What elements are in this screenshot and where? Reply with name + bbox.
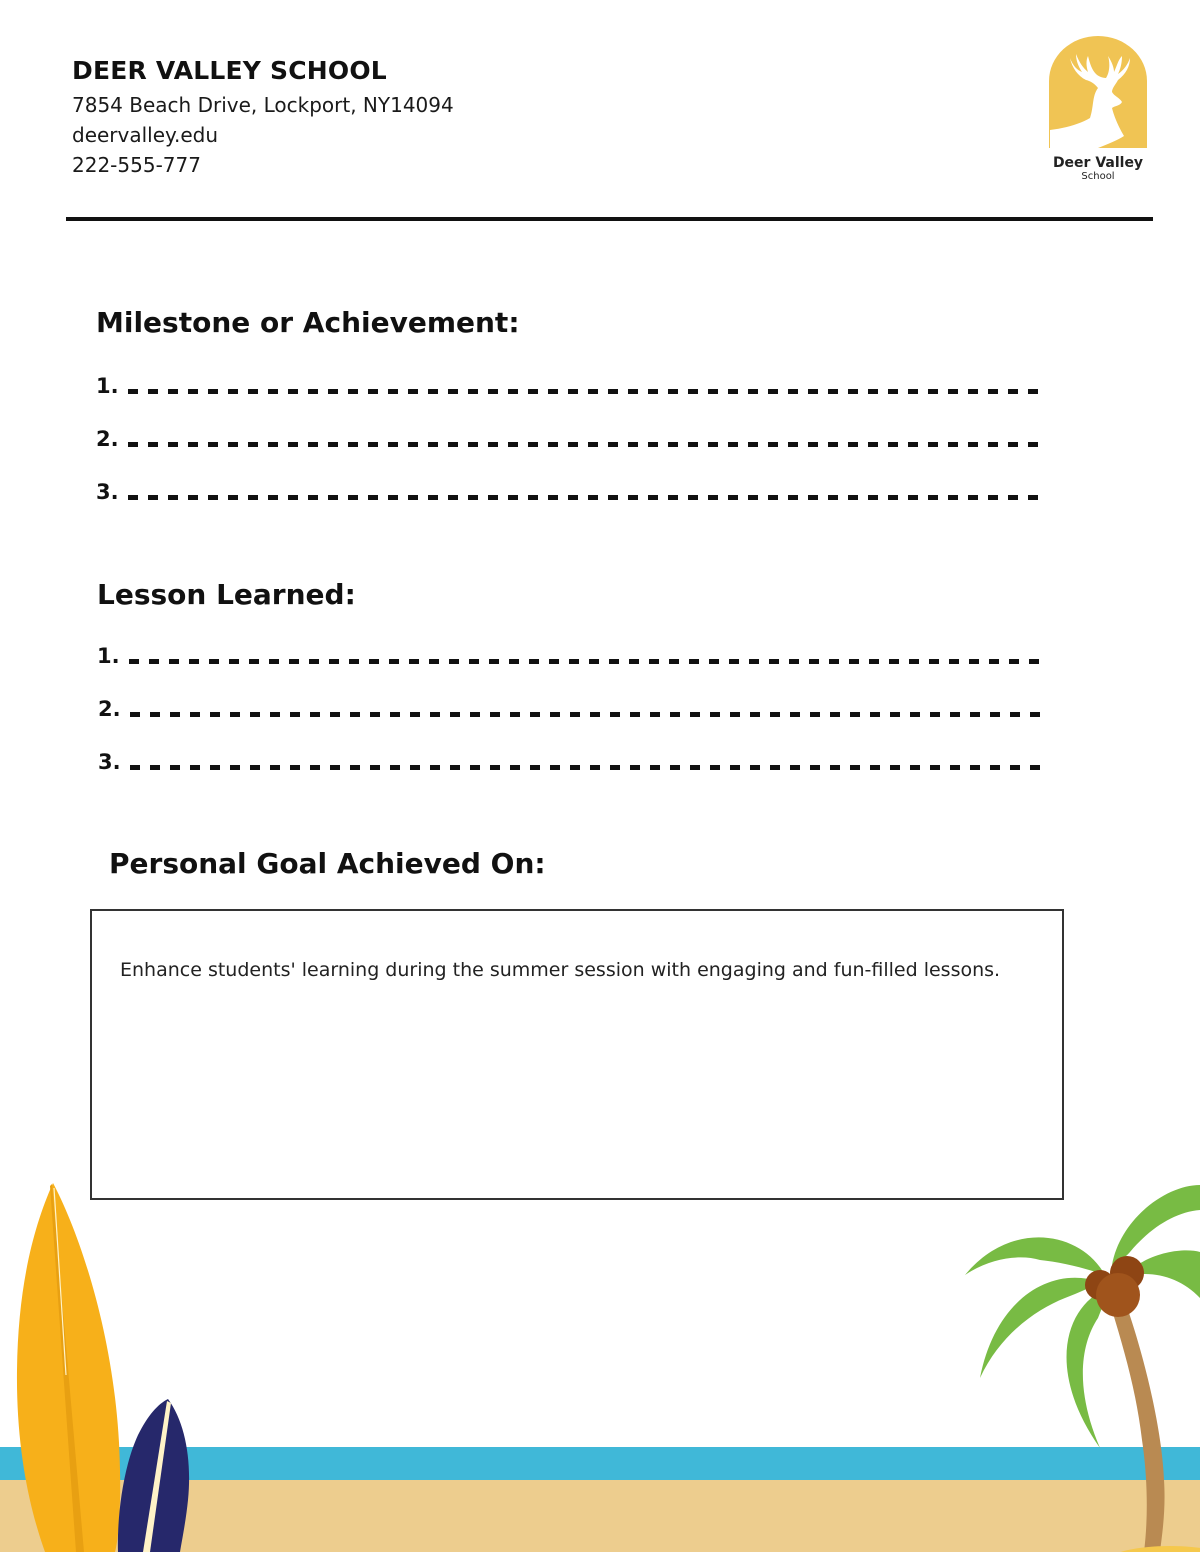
goal-title: Personal Goal Achieved On: — [109, 847, 546, 880]
header-divider — [66, 217, 1153, 221]
palm-tree-icon — [940, 1170, 1200, 1552]
dashed-blank — [130, 712, 1044, 717]
school-logo — [1042, 36, 1154, 186]
lesson-line-1[interactable] — [97, 644, 1043, 668]
school-phone: 222-555-777 — [72, 153, 201, 177]
school-name: DEER VALLEY SCHOOL — [72, 56, 387, 85]
line-number: 2. — [98, 697, 121, 721]
milestone-title: Milestone or Achievement: — [96, 306, 520, 339]
surfboards-icon — [0, 1170, 300, 1552]
line-number: 3. — [96, 480, 119, 504]
dashed-blank — [128, 389, 1042, 394]
lesson-line-3[interactable] — [98, 750, 1044, 774]
goal-text: Enhance students' learning during the summer session with engaging and fun-filled lessons. — [120, 959, 1001, 981]
line-number: 3. — [98, 750, 121, 774]
goal-text-box[interactable] — [90, 909, 1064, 1200]
line-number: 2. — [96, 427, 119, 451]
dashed-blank — [128, 442, 1042, 447]
deer-icon — [1042, 36, 1154, 186]
lesson-title: Lesson Learned: — [97, 578, 356, 611]
school-address: 7854 Beach Drive, Lockport, NY14094 — [72, 93, 454, 117]
svg-text:School: School — [1081, 171, 1115, 182]
milestone-line-1[interactable] — [96, 374, 1042, 398]
milestone-line-3[interactable] — [96, 480, 1042, 504]
dashed-blank — [129, 659, 1043, 664]
dashed-blank — [130, 765, 1044, 770]
lesson-line-2[interactable] — [98, 697, 1044, 721]
milestone-line-2[interactable] — [96, 427, 1042, 451]
line-number: 1. — [96, 374, 119, 398]
dashed-blank — [128, 495, 1042, 500]
school-website: deervalley.edu — [72, 123, 219, 147]
line-number: 1. — [97, 644, 120, 668]
svg-text:Deer Valley: Deer Valley — [1052, 155, 1144, 171]
